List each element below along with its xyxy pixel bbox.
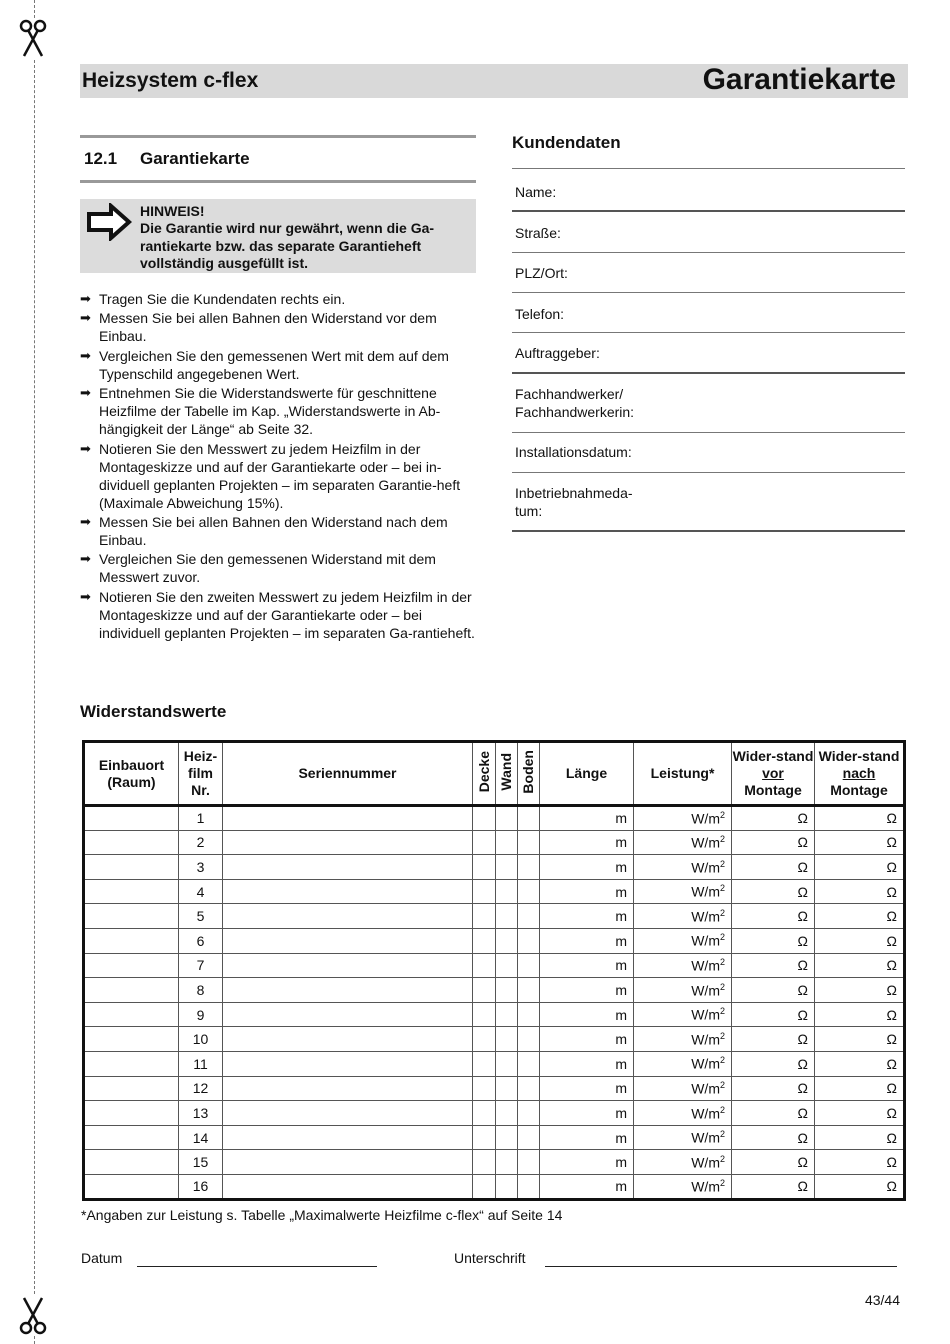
table-row [84,1027,905,1052]
cell-wand[interactable] [496,1002,518,1027]
cell-resistance-before[interactable]: Ω [732,928,815,953]
cell-seriennummer[interactable] [223,879,473,904]
instruction-item: ➡ Vergleichen Sie den gemessenen Widerstand mit dem Messwert zuvor. [80,551,436,586]
cell-heizfilm-nr: 1 [179,806,223,831]
cell-resistance-before[interactable]: Ω [732,1027,815,1052]
cell-einbauort[interactable] [84,1101,179,1126]
cell-resistance-before[interactable]: Ω [732,978,815,1003]
cell-leistung[interactable]: $W/m^2$ [634,830,732,855]
hint-box [80,199,476,273]
cell-decke[interactable] [473,1125,496,1150]
table-row [84,830,905,855]
cell-decke[interactable] [473,879,496,904]
header-resistance-before: Wider-stand vor Montage [732,742,815,806]
cell-einbauort[interactable] [84,855,179,880]
cell-seriennummer[interactable] [223,1101,473,1126]
hint-text: Die Garantie wird nur gewährt, wenn die Ga-rantiekarte bzw. das separate Garantieheft vollständig ausgefüllt ist. [140,220,435,271]
signature-line[interactable] [545,1266,897,1267]
cell-resistance-after[interactable]: Ω [815,1076,905,1101]
instruction-item: ➡ Vergleichen Sie den gemessenen Wert mit dem auf dem Typenschild angegebenen Wert. [80,347,449,382]
cell-wand[interactable] [496,1101,518,1126]
cell-leistung[interactable]: $W/m^2$ [634,1101,732,1126]
table-row [84,1150,905,1175]
cell-boden[interactable] [518,928,540,953]
cell-leistung[interactable]: $W/m^2$ [634,1150,732,1175]
field-label: Fachhandwerker/ Fachhandwerkerin: [515,386,635,420]
cell-resistance-before[interactable]: Ω [732,904,815,929]
cell-laenge[interactable]: m [540,928,634,953]
cell-boden[interactable] [518,1125,540,1150]
cell-heizfilm-nr: 12 [179,1076,223,1101]
cell-wand[interactable] [496,830,518,855]
cell-resistance-before[interactable]: Ω [732,855,815,880]
cell-boden[interactable] [518,855,540,880]
cell-resistance-after[interactable]: Ω [815,953,905,978]
field-label: PLZ/Ort: [515,265,568,281]
section-number: 12.1 [84,149,118,168]
cell-einbauort[interactable] [84,928,179,953]
instruction-item: ➡ Messen Sie bei allen Bahnen den Widerstand vor dem Einbau. [80,310,437,345]
cell-leistung[interactable]: $W/m^2$ [634,879,732,904]
field-label: Inbetriebnahmeda-tum: [515,485,633,519]
table-row [84,1101,905,1126]
cell-laenge[interactable]: m [540,1051,634,1076]
table-row [84,1002,905,1027]
cell-boden[interactable] [518,1027,540,1052]
cell-resistance-before[interactable]: Ω [732,1002,815,1027]
cell-laenge[interactable]: m [540,1125,634,1150]
cell-resistance-after[interactable]: Ω [815,978,905,1003]
cell-laenge[interactable]: m [540,830,634,855]
section-rule-bottom [80,180,476,183]
cell-heizfilm-nr: 14 [179,1125,223,1150]
field-label: Telefon: [515,306,565,322]
cell-laenge[interactable]: m [540,1002,634,1027]
cell-decke[interactable] [473,855,496,880]
customer-field-zip-city[interactable] [512,253,905,293]
customer-section-title: Kundendaten [512,133,621,152]
cell-boden[interactable] [518,1051,540,1076]
arrow-right-icon: ➡ [80,551,91,567]
cell-decke[interactable] [473,953,496,978]
cell-wand[interactable] [496,1027,518,1052]
cell-seriennummer[interactable] [223,1051,473,1076]
cell-seriennummer[interactable] [223,806,473,831]
table-row [84,855,905,880]
instruction-item: ➡ Notieren Sie den zweiten Messwert zu jedem Heizfilm in der Montageskizze und auf der Garantiekarte oder – bei individuell geplanten Projekten – im separaten Ga-rantieheft. [80,588,475,641]
signature-label: Unterschrift [454,1250,526,1266]
cell-resistance-after[interactable]: Ω [815,1125,905,1150]
cell-laenge[interactable]: m [540,1101,634,1126]
cut-line [34,0,35,1344]
cell-decke[interactable] [473,806,496,831]
customer-field-installer[interactable] [512,374,905,433]
cell-boden[interactable] [518,1076,540,1101]
cell-resistance-before[interactable]: Ω [732,1125,815,1150]
cell-resistance-after[interactable]: Ω [815,806,905,831]
table-row [84,1076,905,1101]
table-header-row [84,742,905,806]
cell-laenge[interactable]: m [540,855,634,880]
cell-leistung[interactable]: $W/m^2$ [634,1051,732,1076]
cell-wand[interactable] [496,855,518,880]
cell-laenge[interactable]: m [540,1076,634,1101]
table-row [84,904,905,929]
cell-leistung[interactable]: $W/m^2$ [634,806,732,831]
cell-resistance-before[interactable]: Ω [732,1101,815,1126]
table-row [84,1051,905,1076]
cell-leistung[interactable]: $W/m^2$ [634,1174,732,1199]
header-resistance-after: Wider-stand nach Montage [815,742,905,806]
field-label: Installationsdatum: [515,444,632,460]
cell-laenge[interactable]: m [540,806,634,831]
cell-laenge[interactable]: m [540,978,634,1003]
cell-einbauort[interactable] [84,953,179,978]
cell-heizfilm-nr: 16 [179,1174,223,1199]
cell-decke[interactable] [473,1051,496,1076]
cell-boden[interactable] [518,830,540,855]
date-line[interactable] [137,1266,377,1267]
header-wand: Wand [496,742,518,806]
cell-wand[interactable] [496,928,518,953]
cell-leistung[interactable]: $W/m^2$ [634,978,732,1003]
cell-laenge[interactable]: m [540,904,634,929]
cell-heizfilm-nr: 7 [179,953,223,978]
cell-boden[interactable] [518,1002,540,1027]
cell-decke[interactable] [473,1076,496,1101]
customer-field-phone[interactable] [512,293,905,333]
customer-field-street[interactable] [512,212,905,253]
cell-wand[interactable] [496,978,518,1003]
header-boden: Boden [518,742,540,806]
cell-leistung[interactable]: $W/m^2$ [634,953,732,978]
header-seriennummer: Seriennummer [223,742,473,806]
table-row [84,928,905,953]
cell-heizfilm-nr: 15 [179,1150,223,1175]
cell-resistance-before[interactable]: Ω [732,1150,815,1175]
customer-field-client[interactable] [512,333,905,374]
cell-resistance-after[interactable]: Ω [815,1002,905,1027]
header-decke: Decke [473,742,496,806]
cell-heizfilm-nr: 3 [179,855,223,880]
cell-leistung[interactable]: $W/m^2$ [634,1002,732,1027]
scissors-icon [16,1296,50,1336]
cell-boden[interactable] [518,1101,540,1126]
cell-decke[interactable] [473,904,496,929]
cell-decke[interactable] [473,1101,496,1126]
section-title: Garantiekarte [140,149,250,168]
cell-seriennummer[interactable] [223,1125,473,1150]
cell-einbauort[interactable] [84,904,179,929]
cell-leistung[interactable]: $W/m^2$ [634,855,732,880]
table-row [84,1125,905,1150]
header-einbauort: Einbauort (Raum) [84,742,179,806]
cell-seriennummer[interactable] [223,1174,473,1199]
cell-einbauort[interactable] [84,1027,179,1052]
table-row [84,953,905,978]
header-heizfilm: Heiz-film Nr. [179,742,223,806]
cell-wand[interactable] [496,1076,518,1101]
cell-decke[interactable] [473,978,496,1003]
instruction-list [80,290,476,643]
cell-resistance-before[interactable]: Ω [732,1076,815,1101]
cell-einbauort[interactable] [84,1076,179,1101]
cell-seriennummer[interactable] [223,1027,473,1052]
arrow-right-icon: ➡ [80,347,91,363]
cell-heizfilm-nr: 9 [179,1002,223,1027]
cell-decke[interactable] [473,1174,496,1199]
cell-resistance-after[interactable]: Ω [815,928,905,953]
cell-seriennummer[interactable] [223,1002,473,1027]
cell-resistance-after[interactable]: Ω [815,1150,905,1175]
cell-leistung[interactable]: $W/m^2$ [634,904,732,929]
cell-decke[interactable] [473,1150,496,1175]
cell-decke[interactable] [473,830,496,855]
table-row [84,806,905,831]
cell-einbauort[interactable] [84,1125,179,1150]
instruction-item: ➡ Notieren Sie den Messwert zu jedem Heizfilm in der Montageskizze und auf der Garantiekarte oder – bei in-dividuell geplanten Projekten – im separaten Garantie-heft (Maximale Abweichung 15%). [80,440,461,511]
cell-resistance-after[interactable]: Ω [815,1101,905,1126]
table-row [84,879,905,904]
arrow-right-icon: ➡ [80,310,91,326]
table-row [84,978,905,1003]
cell-boden[interactable] [518,904,540,929]
cell-resistance-after[interactable]: Ω [815,1027,905,1052]
cell-laenge[interactable]: m [540,953,634,978]
customer-field-commissioning-date[interactable] [512,473,905,532]
cell-einbauort[interactable] [84,1002,179,1027]
cell-seriennummer[interactable] [223,1150,473,1175]
arrow-right-icon: ➡ [80,291,91,306]
cell-heizfilm-nr: 11 [179,1051,223,1076]
cell-seriennummer[interactable] [223,1076,473,1101]
cell-wand[interactable] [496,806,518,831]
cell-wand[interactable] [496,1051,518,1076]
cell-einbauort[interactable] [84,978,179,1003]
cell-decke[interactable] [473,1027,496,1052]
arrow-right-icon: ➡ [80,513,91,529]
cell-einbauort[interactable] [84,1174,179,1199]
cell-boden[interactable] [518,879,540,904]
cell-leistung[interactable]: $W/m^2$ [634,1125,732,1150]
cell-laenge[interactable]: m [540,879,634,904]
cell-heizfilm-nr: 8 [179,978,223,1003]
cell-boden[interactable] [518,806,540,831]
field-label: Straße: [515,225,561,241]
cell-seriennummer[interactable] [223,855,473,880]
table-body [84,806,905,1200]
customer-field-installation-date[interactable] [512,433,905,473]
instruction-item: ➡ Entnehmen Sie die Widerstandswerte für geschnittene Heizfilme der Tabelle im Kap. „Widerstandswerte in Ab-hängigkeit der Länge“ ab Seite 32. [80,385,441,438]
cell-resistance-after[interactable]: Ω [815,830,905,855]
cell-resistance-after[interactable]: Ω [815,904,905,929]
document-title: Heizsystem c-flex [82,69,259,92]
cell-wand[interactable] [496,904,518,929]
cell-seriennummer[interactable] [223,928,473,953]
cell-wand[interactable] [496,1174,518,1199]
cell-heizfilm-nr: 13 [179,1101,223,1126]
cell-seriennummer[interactable] [223,904,473,929]
cell-resistance-before[interactable]: Ω [732,1051,815,1076]
cell-leistung[interactable]: $W/m^2$ [634,1076,732,1101]
cell-decke[interactable] [473,1002,496,1027]
resistance-table [82,740,906,1201]
cell-resistance-before[interactable]: Ω [732,879,815,904]
table-row [84,1174,905,1199]
cell-boden[interactable] [518,953,540,978]
cell-leistung[interactable]: $W/m^2$ [634,928,732,953]
cell-seriennummer[interactable] [223,953,473,978]
cell-wand[interactable] [496,879,518,904]
header-laenge: Länge [540,742,634,806]
cell-laenge[interactable]: m [540,1150,634,1175]
cell-resistance-after[interactable]: Ω [815,1174,905,1199]
cell-resistance-after[interactable]: Ω [815,879,905,904]
cell-einbauort[interactable] [84,830,179,855]
scissors-icon [16,18,50,58]
cell-heizfilm-nr: 2 [179,830,223,855]
cell-heizfilm-nr: 5 [179,904,223,929]
cell-wand[interactable] [496,1150,518,1175]
cell-resistance-after[interactable]: Ω [815,1051,905,1076]
footnote: *Angaben zur Leistung s. Tabelle „Maximalwerte Heizfilme c-flex“ auf Seite 14 [81,1207,563,1223]
page-number: 43/44 [864,1292,900,1308]
cell-heizfilm-nr: 10 [179,1027,223,1052]
cell-einbauort[interactable] [84,1051,179,1076]
cell-boden[interactable] [518,978,540,1003]
field-label: Auftraggeber: [515,345,600,361]
instruction-item: ➡ Messen Sie bei allen Bahnen den Widerstand nach dem Einbau. [80,513,448,548]
cell-seriennummer[interactable] [223,978,473,1003]
cell-boden[interactable] [518,1150,540,1175]
arrow-right-icon: ➡ [80,440,91,456]
date-label: Datum [81,1250,123,1266]
customer-field-name[interactable] [512,168,905,212]
cell-decke[interactable] [473,928,496,953]
cell-laenge[interactable]: m [540,1027,634,1052]
cell-einbauort[interactable] [84,806,179,831]
arrow-right-icon: ➡ [80,385,91,401]
arrow-right-icon: ➡ [80,588,91,604]
cell-resistance-before[interactable]: Ω [732,1174,815,1199]
cell-heizfilm-nr: 4 [179,879,223,904]
hint-arrow-icon [86,203,132,241]
hint-title: HINWEIS! [140,203,205,219]
cell-heizfilm-nr: 6 [179,928,223,953]
cell-resistance-after[interactable]: Ω [815,855,905,880]
cell-seriennummer[interactable] [223,830,473,855]
header-leistung: Leistung* [634,742,732,806]
cell-einbauort[interactable] [84,879,179,904]
section-rule-top [80,135,476,138]
cell-leistung[interactable]: $W/m^2$ [634,1027,732,1052]
cell-einbauort[interactable] [84,1150,179,1175]
cell-laenge[interactable]: m [540,1174,634,1199]
cell-resistance-before[interactable]: Ω [732,953,815,978]
field-label: Name: [515,184,557,200]
table-title: Widerstandswerte [80,702,227,721]
cell-wand[interactable] [496,953,518,978]
cell-resistance-before[interactable]: Ω [732,806,815,831]
cell-resistance-before[interactable]: Ω [732,830,815,855]
cell-boden[interactable] [518,1174,540,1199]
page-title: Garantiekarte [702,63,896,96]
cell-wand[interactable] [496,1125,518,1150]
instruction-item: ➡ Tragen Sie die Kundendaten rechts ein. [80,291,346,307]
